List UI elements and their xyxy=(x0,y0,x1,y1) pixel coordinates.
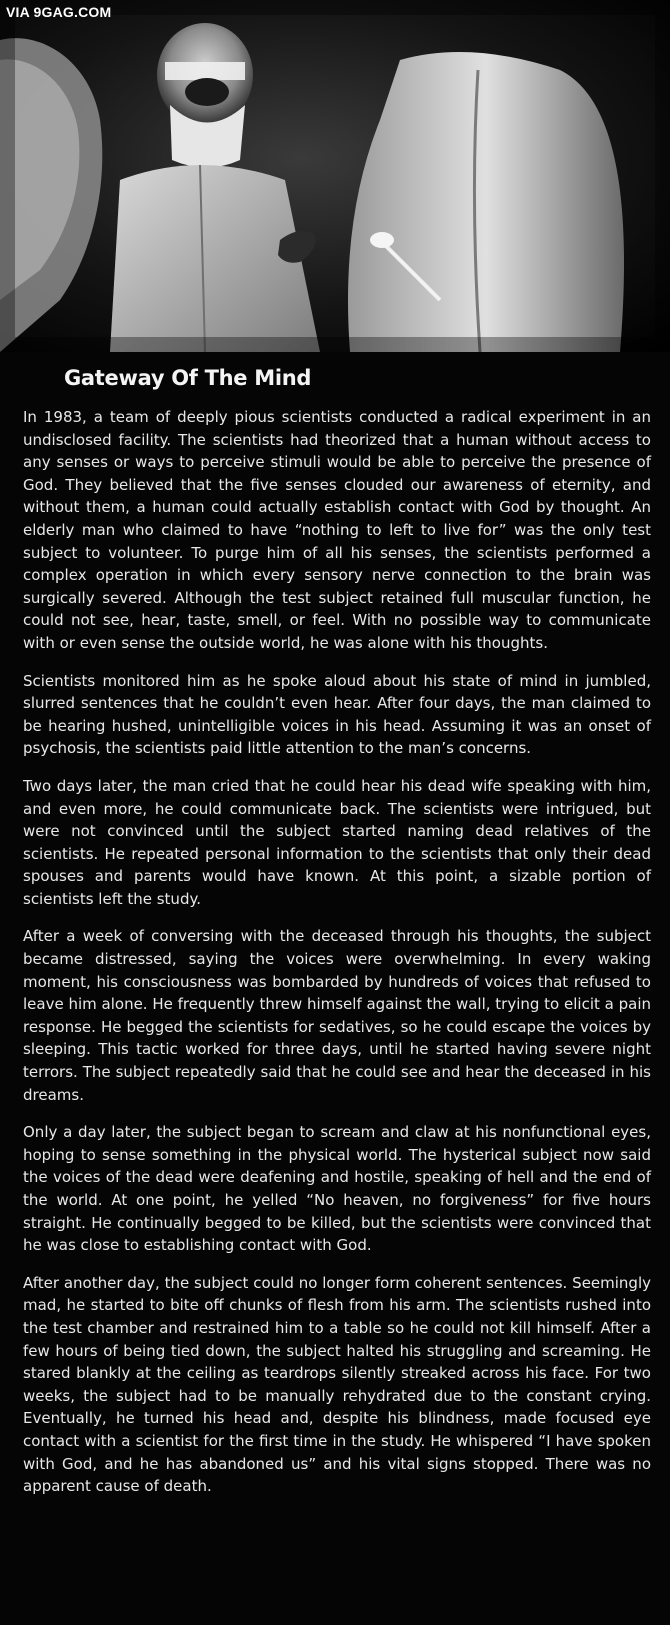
header-photo xyxy=(0,0,670,352)
paragraph-2: Scientists monitored him as he spoke aloud about his state of mind in jumbled, slurred sentences that he couldn’t even hear. After four days, the man claimed to be hearing hushed, unintelligible voices in his head. Assuming it was an onset of psychosis, the scientists paid little attention to the man’s concerns. xyxy=(23,671,651,758)
paragraph-1: In 1983, a team of deeply pious scientists conducted a radical experiment in an undisclosed facility. The scientists had theorized that a human without access to any senses or ways to perceive stimuli would be able to perceive the presence of God. They believed that the five senses clouded our awareness of eternity, and without them, a human could actually establish contact with God by thought. An elderly man who claimed to have “nothing to left to live for” was the only test subject to volunteer. To purge him of all his senses, the scientists performed a complex operation in which every sensory nerve connection to the brain was surgically severed. Although the test subject retained full muscular function, he could not see, hear, taste, smell, or feel. With no possible way to communicate with or even sense the outside world, he was alone with his thoughts. xyxy=(23,408,651,652)
paragraph-3: Two days later, the man cried that he could hear his dead wife speaking with him, and even more, he could communicate back. The scientists were intrigued, but were not convinced until the subject started naming dead relatives of the scientists. He repeated personal information to the scientists that only their dead spouses and parents would have known. At this point, a sizable portion of scientists left the study. xyxy=(23,776,651,908)
watermark: VIA 9GAG.COM xyxy=(6,4,112,20)
paragraph-4: After a week of conversing with the deceased through his thoughts, the subject became distressed, saying the voices were overwhelming. In every waking moment, his consciousness was bombarded by hundreds of voices that refused to leave him alone. He frequently threw himself against the wall, trying to elicit a pain response. He begged the scientists for sedatives, so he could escape the voices by sleeping. This tactic worked for three days, until he started having severe night terrors. The subject repeatedly said that he could see and hear the deceased in his dreams. xyxy=(23,927,651,1104)
article-body xyxy=(23,406,651,1513)
paragraph-6: After another day, the subject could no longer form coherent sentences. Seemingly mad, he started to bite off chunks of flesh from his arm. The scientists rushed into the test chamber and restrained him to a table so he could not kill himself. After a few hours of being tied down, the subject halted his struggling and screaming. He stared blankly at the ceiling as teardrops silently streaked across his face. For two weeks, the subject had to be manually rehydrated due to the constant crying. Eventually, he turned his head and, despite his blindness, made focused eye contact with a scientist for the first time in the study. He whispered “I have spoken with God, and he has abandoned us” and his vital signs stopped. There was no apparent cause of death. xyxy=(23,1273,651,1496)
vintage-photo-icon xyxy=(0,0,670,352)
paragraph-5: Only a day later, the subject began to scream and claw at his nonfunctional eyes, hoping to sense something in the physical world. The hysterical subject now said the voices of the dead were deafening and hostile, speaking of hell and the end of the world. At one point, he yelled “No heaven, no forgiveness” for five hours straight. He continually begged to be killed, but the scientists were convinced that he was close to establishing contact with God. xyxy=(23,1123,651,1255)
article-title: Gateway Of The Mind xyxy=(64,366,312,390)
article xyxy=(0,352,670,1625)
